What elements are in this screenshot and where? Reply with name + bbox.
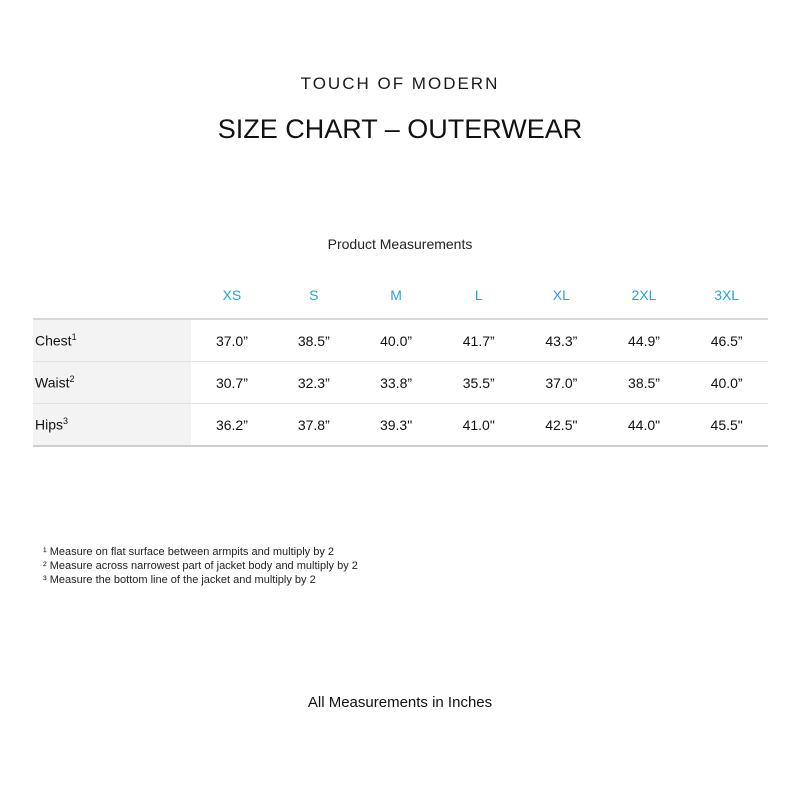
table-cell: 30.7” <box>191 362 273 404</box>
size-table <box>33 272 768 447</box>
size-header: L <box>437 272 520 319</box>
table-cell: 45.5" <box>685 404 768 447</box>
table-cell: 32.3” <box>273 362 355 404</box>
table-cell: 33.8” <box>355 362 438 404</box>
table-cell: 39.3" <box>355 404 438 447</box>
footnote: ² Measure across narrowest part of jacket body and multiply by 2 <box>43 560 358 572</box>
row-label <box>33 362 191 404</box>
table-row <box>33 404 768 447</box>
footnote-mark: 2 <box>69 374 75 385</box>
table-cell: 37.0” <box>191 319 273 362</box>
table-cell: 41.0" <box>437 404 520 447</box>
size-header: S <box>273 272 355 319</box>
size-header: M <box>355 272 438 319</box>
table-row <box>33 362 768 404</box>
size-header: XS <box>191 272 273 319</box>
units-note: All Measurements in Inches <box>307 694 493 711</box>
row-label <box>33 319 191 362</box>
footnote-mark: 3 <box>63 416 69 427</box>
table-row <box>33 319 768 362</box>
table-cell: 37.0” <box>520 362 603 404</box>
header-corner <box>33 272 191 319</box>
table-cell: 44.0" <box>603 404 686 447</box>
table-cell: 40.0” <box>355 319 438 362</box>
table-cell: 38.5” <box>603 362 686 404</box>
page-title: SIZE CHART – OUTERWEAR <box>217 114 583 144</box>
table-cell: 44.9” <box>603 319 686 362</box>
footnote: ¹ Measure on flat surface between armpits and multiply by 2 <box>43 546 335 558</box>
table-caption: Product Measurements <box>327 236 473 252</box>
table-cell: 38.5” <box>273 319 355 362</box>
footnote-mark: 1 <box>71 332 77 343</box>
row-label-text: Waist <box>35 374 70 391</box>
row-label-text: Chest <box>35 332 72 349</box>
brand-logo: TOUCH OF MODERN <box>300 74 500 93</box>
table-cell: 42.5" <box>520 404 603 447</box>
size-header: 3XL <box>685 272 768 319</box>
table-cell: 36.2” <box>191 404 273 447</box>
table-cell: 40.0” <box>685 362 768 404</box>
row-label-text: Hips <box>35 416 64 433</box>
table-cell: 43.3” <box>520 319 603 362</box>
table-cell: 35.5” <box>437 362 520 404</box>
table-cell: 37.8” <box>273 404 355 447</box>
table-cell: 46.5” <box>685 319 768 362</box>
row-label <box>33 404 191 447</box>
size-header: 2XL <box>603 272 686 319</box>
footnote: ³ Measure the bottom line of the jacket and multiply by 2 <box>43 574 316 586</box>
table-cell: 41.7” <box>437 319 520 362</box>
size-header: XL <box>520 272 603 319</box>
footnotes <box>43 545 358 587</box>
size-header-row <box>33 272 768 319</box>
